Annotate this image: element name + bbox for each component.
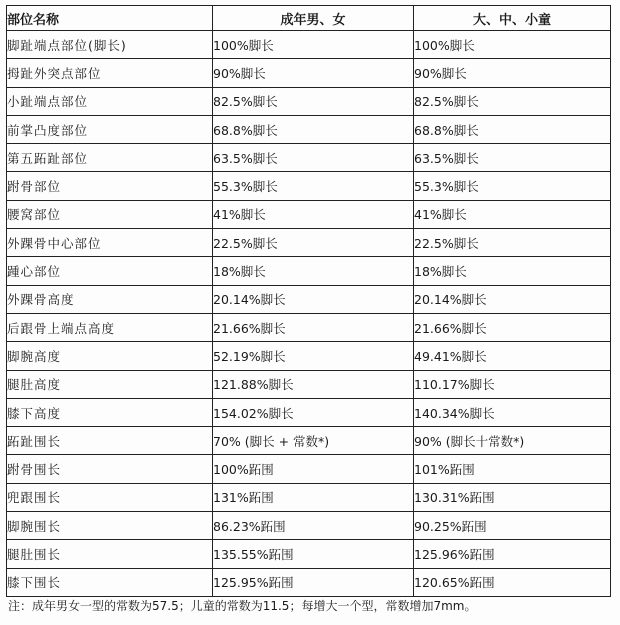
cell-part-name: 跖趾围长 [7,427,213,455]
cell-part-name: 外踝骨中心部位 [7,229,213,257]
cell-part-name: 小趾端点部位 [7,87,213,115]
cell-adult-value: 82.5%脚长 [213,87,414,115]
cell-part-name: 腿肚高度 [7,370,213,398]
cell-children-value: 110.17%脚长 [414,370,611,398]
table-row [7,483,611,511]
table-row [7,540,611,568]
cell-adult-value: 20.14%脚长 [213,285,414,313]
cell-adult-value: 68.8%脚长 [213,115,414,143]
cell-children-value: 82.5%脚长 [414,87,611,115]
table-row [7,31,611,59]
cell-adult-value: 52.19%脚长 [213,342,414,370]
cell-adult-value: 100%脚长 [213,31,414,59]
table-row [7,568,611,596]
cell-part-name: 外踝骨高度 [7,285,213,313]
table-row [7,285,611,313]
header-children: 大、中、小童 [414,6,611,31]
cell-children-value: 63.5%脚长 [414,144,611,172]
cell-children-value: 20.14%脚长 [414,285,611,313]
cell-adult-value: 21.66%脚长 [213,313,414,341]
cell-children-value: 55.3%脚长 [414,172,611,200]
cell-part-name: 膝下高度 [7,398,213,426]
cell-part-name: 跗骨部位 [7,172,213,200]
cell-part-name: 后跟骨上端点高度 [7,313,213,341]
header-part-name: 部位名称 [7,6,213,31]
cell-part-name: 膝下围长 [7,568,213,596]
header-adult: 成年男、女 [213,6,414,31]
cell-adult-value: 63.5%脚长 [213,144,414,172]
cell-children-value: 18%脚长 [414,257,611,285]
table-row [7,257,611,285]
table-row [7,313,611,341]
table-row [7,144,611,172]
cell-part-name: 跗骨围长 [7,455,213,483]
cell-adult-value: 41%脚长 [213,200,414,228]
cell-part-name: 前掌凸度部位 [7,115,213,143]
table-row [7,370,611,398]
table-row [7,398,611,426]
table-row [7,59,611,87]
cell-children-value: 68.8%脚长 [414,115,611,143]
cell-children-value: 21.66%脚长 [414,313,611,341]
cell-children-value: 130.31%跖围 [414,483,611,511]
cell-adult-value: 86.23%跖围 [213,512,414,540]
cell-children-value: 100%脚长 [414,31,611,59]
cell-adult-value: 121.88%脚长 [213,370,414,398]
table-row [7,87,611,115]
cell-children-value: 120.65%跖围 [414,568,611,596]
cell-part-name: 踵心部位 [7,257,213,285]
cell-children-value: 41%脚长 [414,200,611,228]
measurement-table [6,5,611,597]
cell-children-value: 90.25%跖围 [414,512,611,540]
cell-adult-value: 70% (脚长 + 常数*) [213,427,414,455]
table-row [7,229,611,257]
cell-adult-value: 90%脚长 [213,59,414,87]
cell-adult-value: 135.55%跖围 [213,540,414,568]
cell-children-value: 101%跖围 [414,455,611,483]
cell-part-name: 腰窝部位 [7,200,213,228]
cell-part-name: 拇趾外突点部位 [7,59,213,87]
table-row [7,200,611,228]
cell-children-value: 90%脚长 [414,59,611,87]
cell-part-name: 脚趾端点部位(脚长) [7,31,213,59]
cell-part-name: 兜跟围长 [7,483,213,511]
table-row [7,172,611,200]
table-row [7,512,611,540]
table-row [7,427,611,455]
cell-adult-value: 131%跖围 [213,483,414,511]
cell-children-value: 90% (脚长十常数*) [414,427,611,455]
cell-part-name: 第五跖趾部位 [7,144,213,172]
cell-children-value: 125.96%跖围 [414,540,611,568]
cell-children-value: 49.41%脚长 [414,342,611,370]
footnote: 注：成年男女一型的常数为57.5；儿童的常数为11.5；每增大一个型，常数增加7mm。 [8,599,477,613]
cell-part-name: 脚腕围长 [7,512,213,540]
cell-adult-value: 154.02%脚长 [213,398,414,426]
cell-adult-value: 100%跖围 [213,455,414,483]
cell-adult-value: 125.95%跖围 [213,568,414,596]
cell-adult-value: 22.5%脚长 [213,229,414,257]
table-body [7,31,611,597]
cell-children-value: 22.5%脚长 [414,229,611,257]
cell-part-name: 腿肚围长 [7,540,213,568]
table-row [7,115,611,143]
cell-adult-value: 55.3%脚长 [213,172,414,200]
cell-adult-value: 18%脚长 [213,257,414,285]
table-row [7,455,611,483]
header-row [7,6,611,31]
table-row [7,342,611,370]
cell-children-value: 140.34%脚长 [414,398,611,426]
cell-part-name: 脚腕高度 [7,342,213,370]
